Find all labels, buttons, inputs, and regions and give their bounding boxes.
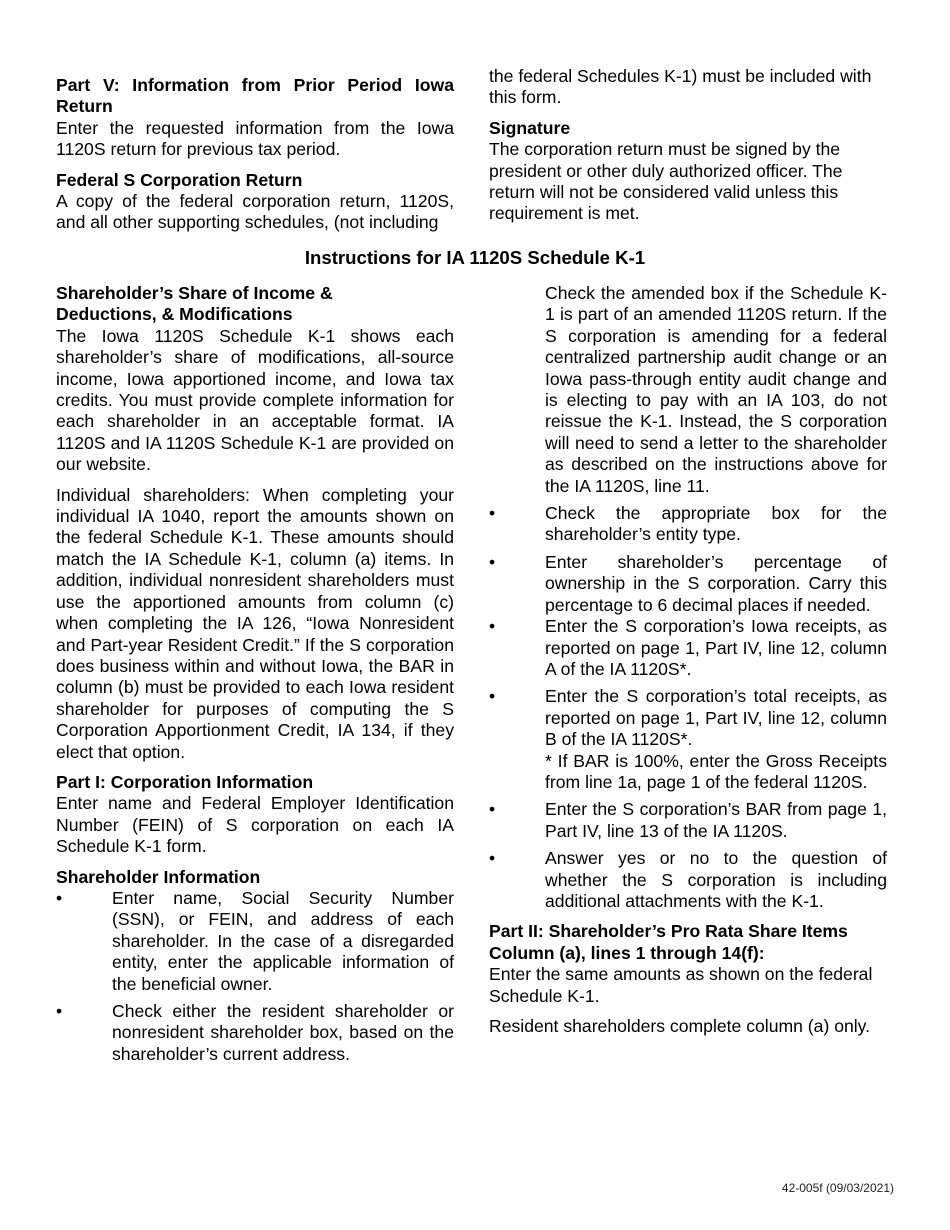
share-heading-line2: Deductions, & Modifications	[56, 304, 293, 325]
section-title: Instructions for IA 1120S Schedule K-1	[304, 247, 646, 268]
list-item	[489, 686, 887, 793]
part1-heading: Part I: Corporation Information	[56, 771, 314, 792]
list-item-text: Answer yes or no to the question of whether the S corporation is including additional attachments with the K-1.	[545, 848, 887, 911]
top-left-column	[56, 75, 454, 234]
bullet-icon: •	[489, 799, 496, 820]
part5-text: Enter the requested information from the Iowa 1120S return for previous tax period.	[56, 117, 454, 160]
share-heading-line1: Shareholder’s Share of Income &	[56, 283, 333, 303]
k1-instructions-list	[489, 503, 887, 912]
left-column	[56, 283, 454, 1065]
list-item-text: Enter the S corporation’s BAR from page 1, Part IV, line 13 of the IA 1120S.	[545, 799, 887, 841]
signature-heading: Signature	[489, 117, 571, 138]
bullet-icon: •	[56, 1001, 63, 1021]
individual-shareholders-text: Individual shareholders: When completing your individual IA 1040, report the amounts shown on the federal Schedule K-1. These amounts should match the IA Schedule K-1, column (a) items. In addition, individual nonresident shareholders must use the apportioned amounts from column (c) when completing the IA 126, “Iowa Nonresident and Part-year Resident Credit.” If the S corporation does business within and without Iowa, the BAR in column (b) must be provided to each Iowa resident shareholder for purposes of computing the S Corporation Apportionment Credit, IA 134, if they elect that option.	[56, 484, 454, 762]
bar-note: * If BAR is 100%, enter the Gross Receipts from line 1a, page 1 of the federal 1120S.	[545, 750, 887, 792]
list-item	[489, 799, 887, 842]
right-column	[489, 283, 887, 1037]
part2-text: Enter the same amounts as shown on the federal Schedule K-1.	[489, 964, 873, 1006]
signature-text: The corporation return must be signed by the president or other duly authorized officer. The return will not be considered valid unless this requirement is met.	[489, 139, 843, 224]
federal-return-text: A copy of the federal corporation return, 1120S, and all other supporting schedules, (not including	[56, 191, 454, 233]
shareholder-info-list	[56, 888, 454, 1065]
bullet-icon: •	[489, 616, 496, 637]
list-item	[489, 616, 887, 680]
list-item-text: Check the appropriate box for the shareholder’s entity type.	[545, 503, 887, 545]
list-item-text: Enter the S corporation’s total receipts, as reported on page 1, Part IV, line 12, column B of the IA 1120S*.	[545, 686, 887, 750]
bullet-icon: •	[489, 848, 496, 869]
federal-return-heading: Federal S Corporation Return	[56, 169, 303, 190]
bullet-icon: •	[56, 887, 63, 908]
bullet-icon: •	[489, 551, 496, 572]
list-item-text: Enter name, Social Security Number (SSN), or FEIN, and address of each shareholder. In the case of a disregarded entity, enter the applicable information of the beneficial owner.	[112, 887, 454, 994]
part2-heading-line2: Column (a), lines 1 through 14(f):	[489, 942, 765, 963]
bullet-icon: •	[489, 503, 496, 524]
form-number: 42-005f (09/03/2021)	[781, 1181, 894, 1195]
shareholder-info-heading: Shareholder Information	[56, 866, 261, 887]
resident-shareholders-text: Resident shareholders complete column (a) only.	[489, 1016, 871, 1036]
list-item	[56, 888, 454, 995]
share-text: The Iowa 1120S Schedule K-1 shows each shareholder’s share of modifications, all-source income, Iowa apportioned income, and Iowa tax credits. You must provide complete information for each shareholder in an acceptable format. IA 1120S and IA 1120S Schedule K-1 are provided on our website.	[56, 325, 454, 475]
list-item	[489, 552, 887, 616]
list-item-text: Enter the S corporation’s Iowa receipts, as reported on page 1, Part IV, line 12, column A of the IA 1120S*.	[545, 616, 887, 679]
part1-text: Enter name and Federal Employer Identification Number (FEIN) of S corporation on each IA Schedule K-1 form.	[56, 793, 454, 857]
list-item	[56, 1001, 454, 1065]
amended-text: Check the amended box if the Schedule K-1 is part of an amended 1120S return. If the S corporation is amending for a federal centralized partnership audit change or an Iowa pass-through entity audit change and is electing to pay with an IA 103, do not reissue the K-1. Instead, the S corporation will need to send a letter to the shareholder as described on the instructions above for the IA 1120S, line 11.	[545, 283, 887, 496]
list-item	[489, 848, 887, 912]
part2-heading-line1: Part II: Shareholder’s Pro Rata Share Items	[489, 921, 848, 942]
part5-heading: Part V: Information from Prior Period Iowa Return	[56, 75, 454, 117]
list-item-text: Enter shareholder’s percentage of ownership in the S corporation. Carry this percentage to 6 decimal places if needed.	[545, 551, 887, 615]
federal-return-continued: the federal Schedules K-1) must be included with this form.	[489, 66, 872, 108]
list-item-text: Check either the resident shareholder or nonresident shareholder box, based on the shareholder’s current address.	[112, 1001, 454, 1064]
bullet-icon: •	[489, 686, 496, 707]
top-right-column	[489, 66, 887, 225]
list-item	[489, 503, 887, 546]
